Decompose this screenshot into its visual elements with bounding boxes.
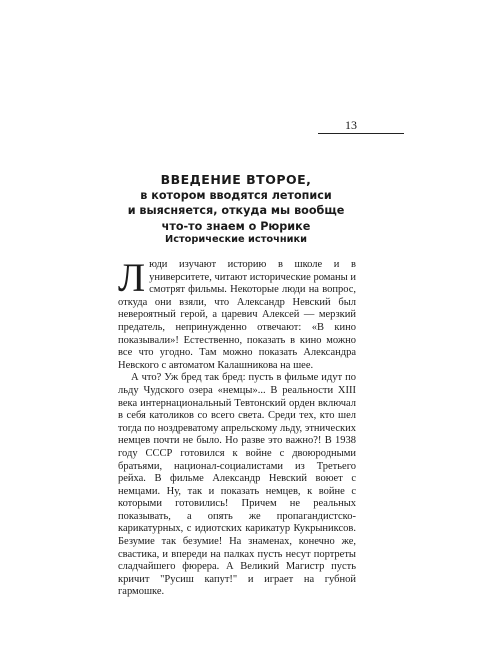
page-number: 13 <box>345 118 357 132</box>
paragraph-2: А что? Уж бред так бред: пусть в фильме идут по льду Чудского озера «немцы»... В реальности XIII века интернациональный Тевтонский орден включал в себя католиков со всего света. Среди тех, кто шел тогда по ноздреватому апрельскому льду, этнических немцев почти не было. Но разве это важно?! В 1938 году СССР готовился к войне с двоюродными братьями, национал-социалистами из Третьего рейха. В фильме Александр Невский воюет с немцами. Ну, так и показать немцев, к войне с которыми готовились! Причем не реальных показывать, а опять же пропагандистско-карикатурных, с идиотских карикатур Кукрыниксов. Безумие так безумие! На знаменах, конечно же, свастика, и впереди на палках пусть несут портреты сладчайшего фюрера. А Великий Магистр пусть кричит "Русиш капут!" и играет на губной гармошке. <box>118 372 356 598</box>
chapter-subtitle-line-3: что-то знаем о Рюрике <box>161 219 311 233</box>
paragraph-1 <box>118 255 356 372</box>
chapter-subtitle-line-1: в котором вводятся летописи <box>140 188 332 202</box>
body-text <box>118 255 356 599</box>
paragraph-1-text: юди изучают историю в школе и в университете, читают исторические романы и смотрят фильмы. Некоторые люди на вопрос, откуда они взяли, что Александр Невский был невероятный герой, а царевич Алексей — мерзкий предатель, непринужденно отвечают: «В кино показывали»! Естественно, показать в кино можно все что угодно. Там можно показать Александра Невского с автоматом Калашникова на шее. <box>118 259 356 371</box>
chapter-title: ВВЕДЕНИЕ ВТОРОЕ, <box>160 172 312 187</box>
chapter-title-block <box>120 172 352 234</box>
section-title: Исторические источники <box>165 234 307 245</box>
chapter-subtitle-line-2: и выясняется, откуда мы вообще <box>127 204 345 217</box>
header-rule <box>318 133 404 134</box>
drop-cap: Л <box>118 255 146 300</box>
